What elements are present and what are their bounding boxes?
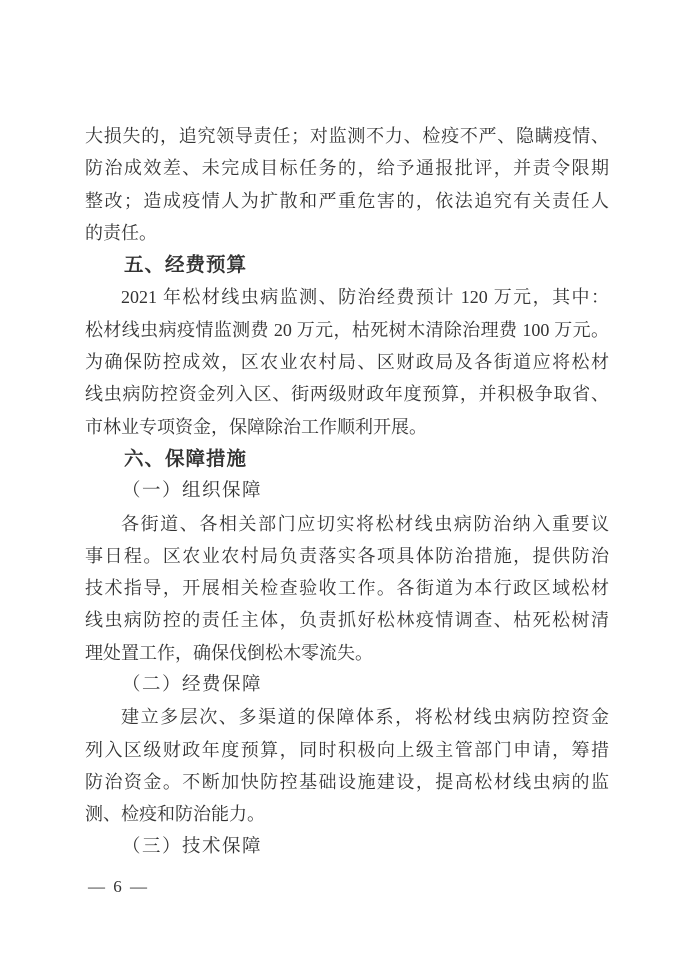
paragraph-line: 技术指导，开展相关检查验收工作。各街道为本行政区域松材 xyxy=(85,578,609,599)
page-number: — 6 — xyxy=(88,877,149,896)
paragraph-line: 的责任。 xyxy=(85,222,157,243)
paragraph-line: 测、检疫和防治能力。 xyxy=(85,804,265,825)
paragraph-line: 事日程。区农业农村局负责落实各项具体防治措施，提供防治 xyxy=(85,545,609,566)
subsection-heading-funding: （二）经费保障 xyxy=(122,675,263,696)
paragraph-line: 为确保防控成效，区农业农村局、区财政局及各街道应将松材 xyxy=(85,352,609,373)
subsection-heading-organization: （一）组织保障 xyxy=(122,481,263,502)
paragraph-line: 线虫病防控资金列入区、街两级财政年度预算，并积极争取省、 xyxy=(85,384,609,405)
paragraph-line: 市林业专项资金，保障除治工作顺利开展。 xyxy=(85,416,427,437)
page-footer xyxy=(88,877,149,897)
paragraph-line: 理处置工作，确保伐倒松木零流失。 xyxy=(85,642,373,663)
paragraph-line: 松材线虫病疫情监测费 20 万元，枯死树木清除治理费 100 万元。 xyxy=(85,319,609,340)
paragraph-line: 防治资金。不断加快防控基础设施建设，提高松材线虫病的监 xyxy=(85,771,609,792)
paragraph-line: 防治成效差、未完成目标任务的，给予通报批评，并责令限期 xyxy=(85,158,609,179)
subsection-heading-technical: （三）技术保障 xyxy=(122,836,263,857)
paragraph-line: 建立多层次、多渠道的保障体系，将松材线虫病防控资金 xyxy=(121,707,609,728)
paragraph-line: 整改；造成疫情人为扩散和严重危害的，依法追究有关责任人 xyxy=(85,190,609,211)
paragraph-line: 列入区级财政年度预算，同时积极向上级主管部门申请，筹措 xyxy=(85,739,609,760)
section-heading-budget: 五、经费预算 xyxy=(124,254,248,277)
document-body xyxy=(85,120,609,863)
paragraph-line: 各街道、各相关部门应切实将松材线虫病防治纳入重要议 xyxy=(121,513,609,534)
paragraph-line: 大损失的，追究领导责任；对监测不力、检疫不严、隐瞒疫情、 xyxy=(85,126,609,146)
paragraph-line: 2021 年松材线虫病监测、防治经费预计 120 万元，其中： xyxy=(121,287,609,308)
paragraph-line: 线虫病防控的责任主体，负责抓好松林疫情调查、枯死松树清 xyxy=(85,610,609,631)
section-heading-safeguards: 六、保障措施 xyxy=(124,447,248,470)
